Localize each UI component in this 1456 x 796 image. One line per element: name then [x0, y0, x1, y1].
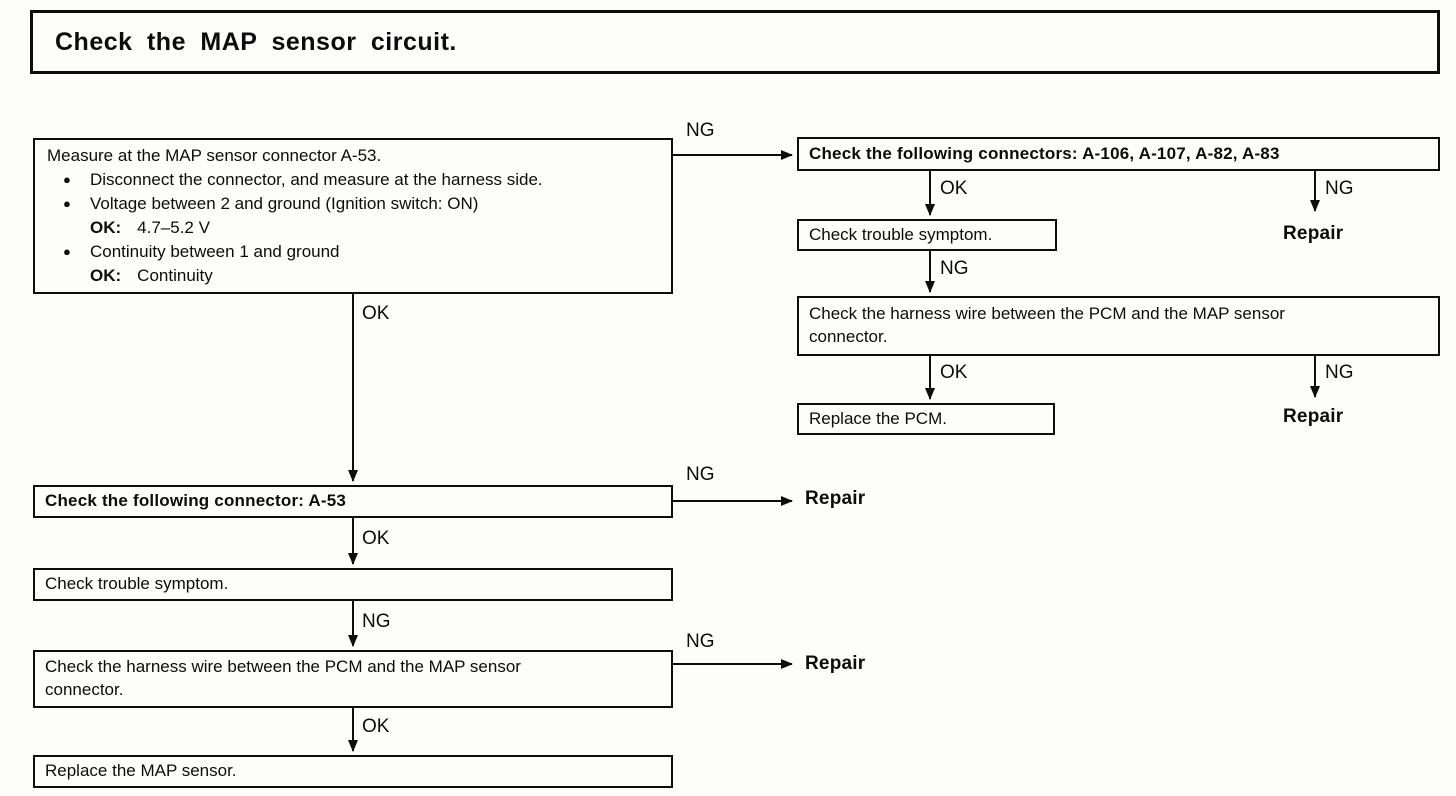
- flowchart-title-box: [30, 10, 1440, 74]
- node-harness-wire-left: [33, 650, 673, 708]
- edge-label-ng: NG: [940, 258, 969, 279]
- node-check-connector-a53: [33, 485, 673, 518]
- list-item: [45, 216, 210, 240]
- edge-label-ng: NG: [686, 120, 715, 141]
- edge-label-ng: NG: [1325, 362, 1354, 383]
- edge-label-ng: NG: [686, 464, 715, 485]
- node-text: Check trouble symptom.: [45, 574, 229, 594]
- edge-label-ng: NG: [362, 611, 391, 632]
- repair-terminal: Repair: [1283, 223, 1344, 244]
- edge-label-ok: OK: [940, 178, 968, 199]
- node-check-connectors: [797, 137, 1440, 171]
- node-text-line: connector.: [809, 327, 888, 346]
- node-text-line: connector.: [45, 680, 124, 699]
- list-item-text: Voltage between 2 and ground (Ignition switch: ON): [90, 194, 479, 213]
- node-replace-map-sensor: [33, 755, 673, 788]
- node-replace-pcm: [797, 403, 1055, 435]
- node-text: Check the following connector: A-53: [45, 491, 347, 511]
- repair-terminal: Repair: [1283, 406, 1344, 427]
- list-item: [45, 264, 213, 288]
- ok-label: OK:: [90, 218, 122, 237]
- list-item-text: Disconnect the connector, and measure at the harness side.: [90, 170, 543, 189]
- node-text-line: Check the harness wire between the PCM and the MAP sensor: [45, 657, 521, 677]
- node-text: Replace the MAP sensor.: [45, 761, 237, 781]
- list-item-text: 4.7–5.2 V: [137, 218, 210, 237]
- ok-label: OK:: [90, 266, 122, 285]
- edge-label-ng: NG: [686, 631, 715, 652]
- list-item: [45, 240, 340, 264]
- node-text-line: Measure at the MAP sensor connector A-53.: [47, 146, 382, 165]
- repair-terminal: Repair: [805, 488, 866, 509]
- node-check-trouble-symptom-left: [33, 568, 673, 601]
- bullet-icon: [63, 240, 71, 264]
- list-item: [45, 192, 478, 216]
- node-text: Check trouble symptom.: [809, 224, 993, 244]
- repair-terminal: Repair: [805, 653, 866, 674]
- list-item-text: Continuity between 1 and ground: [90, 242, 340, 261]
- bullet-icon: [63, 168, 71, 192]
- node-text: Replace the PCM.: [809, 408, 947, 428]
- edge-label-ok: OK: [362, 528, 390, 549]
- node-check-trouble-symptom-right: [797, 219, 1057, 251]
- list-item-text: Continuity: [137, 266, 213, 285]
- bullet-icon: [63, 192, 71, 216]
- edge-label-ok: OK: [362, 716, 390, 737]
- node-harness-wire-right: [797, 296, 1440, 356]
- node-text: Check the following connectors: A-106, A-107, A-82, A-83: [809, 143, 1280, 163]
- edge-label-ng: NG: [1325, 178, 1354, 199]
- node-measure-map-sensor: [33, 138, 673, 294]
- node-text-line: Check the harness wire between the PCM and the MAP sensor: [809, 304, 1285, 324]
- list-item: [45, 168, 543, 192]
- edge-label-ok: OK: [940, 362, 968, 383]
- edge-label-ok: OK: [362, 303, 390, 324]
- page-title: Check the MAP sensor circuit.: [55, 27, 457, 56]
